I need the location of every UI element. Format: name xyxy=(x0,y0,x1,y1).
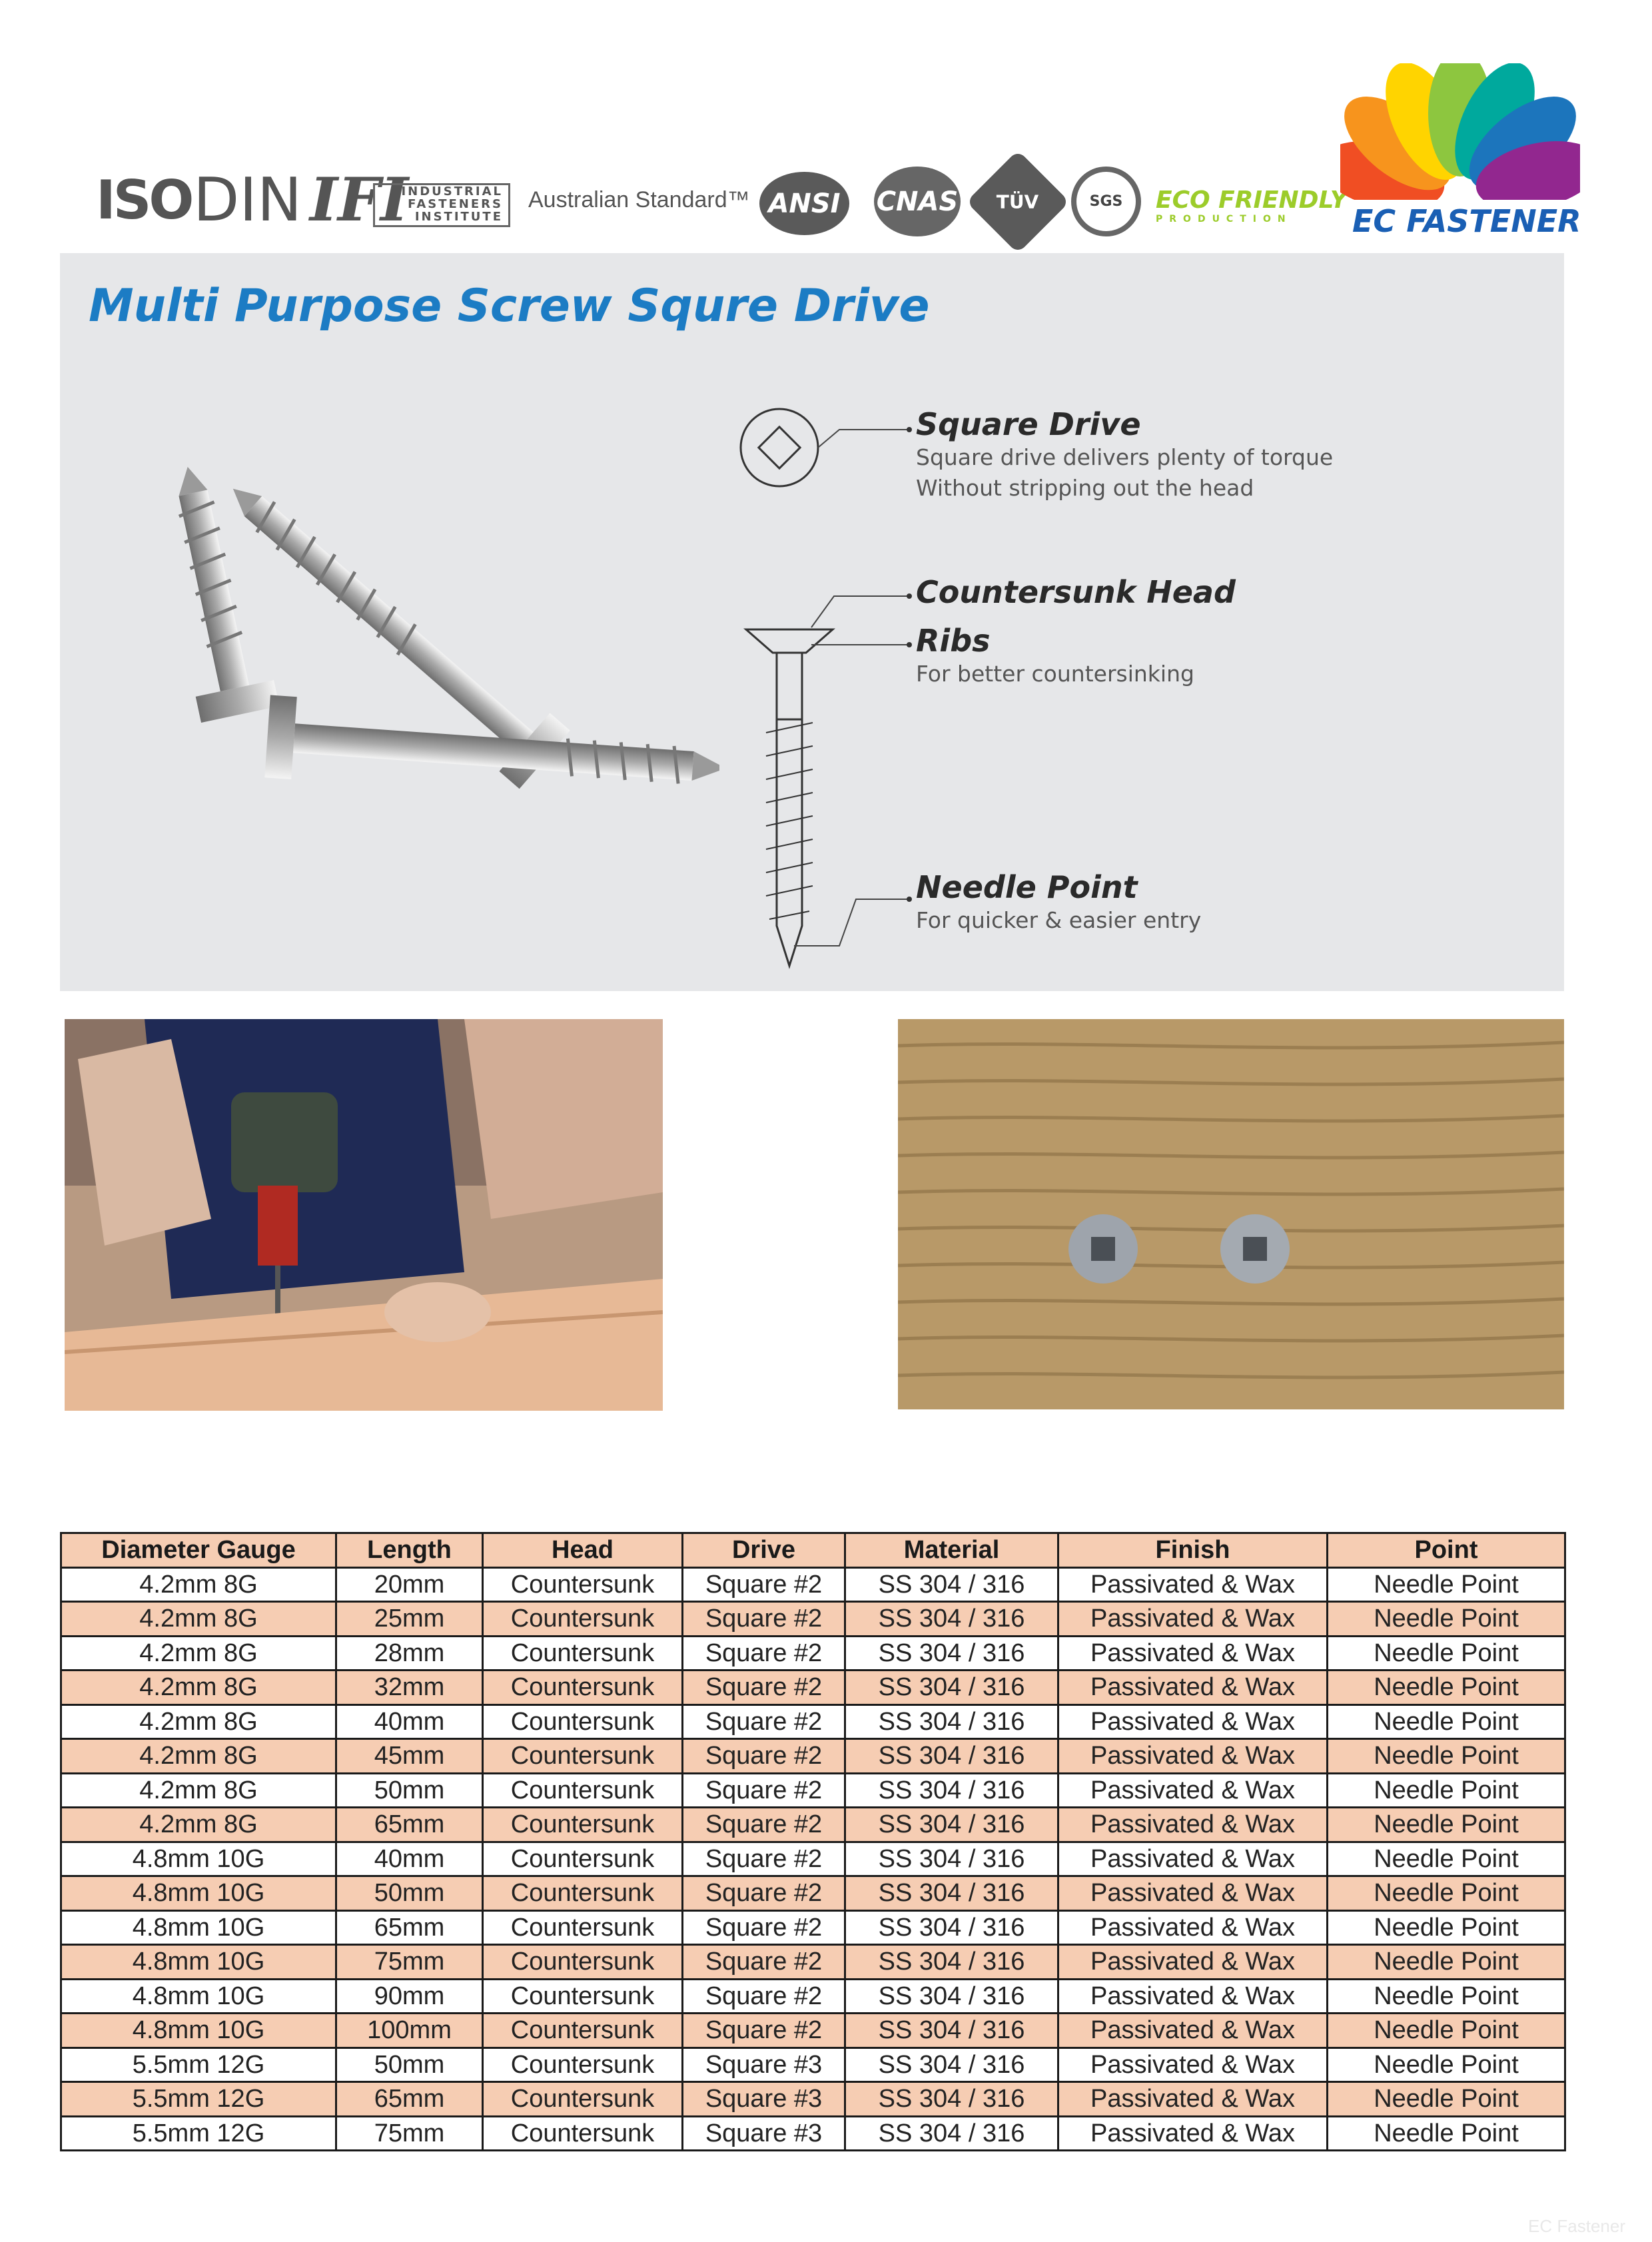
eco-friendly-logo: ECO FRIENDLY PRODUCTION xyxy=(1156,187,1348,224)
table-cell: Countersunk xyxy=(483,1773,683,1808)
screw-diagram xyxy=(733,393,933,992)
table-row xyxy=(61,1773,1565,1808)
table-cell: Passivated & Wax xyxy=(1058,1979,1328,2014)
table-cell: SS 304 / 316 xyxy=(845,2082,1058,2117)
table-cell: Needle Point xyxy=(1328,2116,1565,2151)
table-cell: SS 304 / 316 xyxy=(845,1704,1058,1739)
ec-fastener-logo-icon xyxy=(1340,63,1580,200)
table-cell: Passivated & Wax xyxy=(1058,2014,1328,2048)
feature-ribs: Ribs For better countersinking xyxy=(916,623,1194,687)
table-row xyxy=(61,1876,1565,1911)
table-cell: Square #2 xyxy=(683,1945,845,1980)
table-cell: 4.2mm 8G xyxy=(61,1704,336,1739)
table-cell: SS 304 / 316 xyxy=(845,2014,1058,2048)
table-cell: 50mm xyxy=(336,1773,483,1808)
table-cell: Square #2 xyxy=(683,1808,845,1842)
table-cell: Passivated & Wax xyxy=(1058,1910,1328,1945)
table-cell: 5.5mm 12G xyxy=(61,2048,336,2082)
table-row xyxy=(61,1945,1565,1980)
table-row xyxy=(61,2116,1565,2151)
table-cell: Countersunk xyxy=(483,1945,683,1980)
page-title: Multi Purpose Screw Squre Drive xyxy=(89,280,930,332)
col-header-point: Point xyxy=(1328,1533,1565,1568)
table-cell: 4.2mm 8G xyxy=(61,1739,336,1774)
table-cell: 4.8mm 10G xyxy=(61,1842,336,1876)
ifi-logo-mark: IFI xyxy=(310,165,409,235)
table-cell: Countersunk xyxy=(483,1842,683,1876)
table-cell: Needle Point xyxy=(1328,1739,1565,1774)
table-cell: Needle Point xyxy=(1328,1773,1565,1808)
table-cell: Countersunk xyxy=(483,1876,683,1911)
table-cell: Square #2 xyxy=(683,1773,845,1808)
table-cell: Square #2 xyxy=(683,1910,845,1945)
table-cell: 4.2mm 8G xyxy=(61,1773,336,1808)
table-cell: Passivated & Wax xyxy=(1058,2048,1328,2082)
table-cell: Needle Point xyxy=(1328,1842,1565,1876)
table-cell: Square #2 xyxy=(683,1602,845,1637)
col-header-drive: Drive xyxy=(683,1533,845,1568)
table-cell: Square #3 xyxy=(683,2048,845,2082)
table-cell: 4.8mm 10G xyxy=(61,2014,336,2048)
table-cell: 4.8mm 10G xyxy=(61,1876,336,1911)
table-cell: 45mm xyxy=(336,1739,483,1774)
table-cell: Countersunk xyxy=(483,1704,683,1739)
table-cell: Needle Point xyxy=(1328,2014,1565,2048)
ansi-logo: ANSI xyxy=(759,172,849,235)
table-row xyxy=(61,2082,1565,2117)
table-cell: Needle Point xyxy=(1328,1671,1565,1705)
table-cell: 4.8mm 10G xyxy=(61,1910,336,1945)
din-logo: DIN xyxy=(193,165,302,235)
table-header-row xyxy=(61,1533,1565,1568)
table-row xyxy=(61,1979,1565,2014)
table-row xyxy=(61,1671,1565,1705)
table-cell: Countersunk xyxy=(483,1979,683,2014)
spec-table xyxy=(60,1532,1566,2151)
table-cell: 5.5mm 12G xyxy=(61,2116,336,2151)
feature-countersunk-head: Countersunk Head xyxy=(916,574,1236,610)
table-cell: Needle Point xyxy=(1328,1808,1565,1842)
table-cell: SS 304 / 316 xyxy=(845,1567,1058,1602)
table-cell: 40mm xyxy=(336,1704,483,1739)
table-cell: Square #2 xyxy=(683,1876,845,1911)
col-header-head: Head xyxy=(483,1533,683,1568)
table-cell: Needle Point xyxy=(1328,1704,1565,1739)
table-cell: Square #3 xyxy=(683,2082,845,2117)
table-cell: Needle Point xyxy=(1328,1602,1565,1637)
col-header-finish: Finish xyxy=(1058,1533,1328,1568)
table-cell: Passivated & Wax xyxy=(1058,1602,1328,1637)
table-cell: 4.8mm 10G xyxy=(61,1979,336,2014)
table-cell: Passivated & Wax xyxy=(1058,1945,1328,1980)
table-cell: Passivated & Wax xyxy=(1058,2116,1328,2151)
table-cell: 40mm xyxy=(336,1842,483,1876)
table-cell: SS 304 / 316 xyxy=(845,1739,1058,1774)
table-cell: Countersunk xyxy=(483,1808,683,1842)
tuv-logo: TÜV xyxy=(966,150,1070,254)
table-cell: Countersunk xyxy=(483,2048,683,2082)
table-row xyxy=(61,1636,1565,1671)
table-cell: Needle Point xyxy=(1328,1876,1565,1911)
table-cell: 90mm xyxy=(336,1979,483,2014)
table-cell: Passivated & Wax xyxy=(1058,1671,1328,1705)
decking-screws-photo xyxy=(898,1019,1564,1409)
table-row xyxy=(61,2014,1565,2048)
table-cell: Needle Point xyxy=(1328,1945,1565,1980)
table-cell: Needle Point xyxy=(1328,2048,1565,2082)
table-cell: SS 304 / 316 xyxy=(845,1910,1058,1945)
table-cell: SS 304 / 316 xyxy=(845,1602,1058,1637)
col-header-diameter-gauge: Diameter Gauge xyxy=(61,1533,336,1568)
table-cell: Passivated & Wax xyxy=(1058,1739,1328,1774)
table-cell: 5.5mm 12G xyxy=(61,2082,336,2117)
table-cell: 100mm xyxy=(336,2014,483,2048)
table-cell: Countersunk xyxy=(483,1739,683,1774)
table-cell: Square #2 xyxy=(683,1636,845,1671)
screws-photo xyxy=(120,466,719,839)
drilling-photo xyxy=(65,1019,663,1411)
table-cell: SS 304 / 316 xyxy=(845,1979,1058,2014)
table-cell: 65mm xyxy=(336,1910,483,1945)
table-cell: Needle Point xyxy=(1328,1910,1565,1945)
australian-standard-logo: Australian Standard™ xyxy=(528,187,750,212)
table-cell: Passivated & Wax xyxy=(1058,1636,1328,1671)
table-cell: Passivated & Wax xyxy=(1058,1567,1328,1602)
table-cell: Countersunk xyxy=(483,2116,683,2151)
table-cell: Needle Point xyxy=(1328,1567,1565,1602)
table-cell: Needle Point xyxy=(1328,2082,1565,2117)
table-cell: SS 304 / 316 xyxy=(845,1808,1058,1842)
table-cell: Passivated & Wax xyxy=(1058,1773,1328,1808)
table-cell: 25mm xyxy=(336,1602,483,1637)
table-cell: 32mm xyxy=(336,1671,483,1705)
table-row xyxy=(61,1739,1565,1774)
table-cell: Countersunk xyxy=(483,1671,683,1705)
table-cell: Countersunk xyxy=(483,1636,683,1671)
table-cell: SS 304 / 316 xyxy=(845,1773,1058,1808)
table-row xyxy=(61,1602,1565,1637)
table-cell: 4.8mm 10G xyxy=(61,1945,336,1980)
table-cell: Square #2 xyxy=(683,1979,845,2014)
feature-needle-point: Needle Point For quicker & easier entry xyxy=(916,869,1202,933)
table-cell: SS 304 / 316 xyxy=(845,1842,1058,1876)
table-row xyxy=(61,1910,1565,1945)
table-cell: Countersunk xyxy=(483,1602,683,1637)
footer-watermark: EC Fastener xyxy=(1528,2216,1625,2236)
table-cell: Square #2 xyxy=(683,1671,845,1705)
table-cell: 28mm xyxy=(336,1636,483,1671)
table-cell: 75mm xyxy=(336,2116,483,2151)
cnas-logo: CNAS xyxy=(874,167,961,236)
table-cell: 65mm xyxy=(336,1808,483,1842)
table-cell: 20mm xyxy=(336,1567,483,1602)
table-cell: Passivated & Wax xyxy=(1058,1876,1328,1911)
table-cell: SS 304 / 316 xyxy=(845,2116,1058,2151)
table-cell: Countersunk xyxy=(483,2082,683,2117)
table-row xyxy=(61,1704,1565,1739)
table-cell: SS 304 / 316 xyxy=(845,2048,1058,2082)
table-cell: Passivated & Wax xyxy=(1058,1808,1328,1842)
table-cell: 4.2mm 8G xyxy=(61,1808,336,1842)
table-cell: Square #3 xyxy=(683,2116,845,2151)
brand-name: EC FASTENER xyxy=(1352,203,1581,239)
feature-square-drive: Square Drive Square drive delivers plenty of torque Without stripping out the head xyxy=(916,406,1334,501)
table-cell: Countersunk xyxy=(483,1910,683,1945)
table-row xyxy=(61,1567,1565,1602)
table-cell: 75mm xyxy=(336,1945,483,1980)
ifi-logo-text: INDUSTRIAL FASTENERS INSTITUTE xyxy=(373,183,510,227)
table-cell: 4.2mm 8G xyxy=(61,1602,336,1637)
table-cell: 50mm xyxy=(336,1876,483,1911)
table-cell: 4.2mm 8G xyxy=(61,1671,336,1705)
table-row xyxy=(61,1842,1565,1876)
table-cell: 4.2mm 8G xyxy=(61,1636,336,1671)
table-cell: 65mm xyxy=(336,2082,483,2117)
table-cell: SS 304 / 316 xyxy=(845,1636,1058,1671)
col-header-length: Length xyxy=(336,1533,483,1568)
table-cell: SS 304 / 316 xyxy=(845,1945,1058,1980)
table-cell: Needle Point xyxy=(1328,1636,1565,1671)
sgs-logo: SGS xyxy=(1071,167,1141,236)
table-cell: Passivated & Wax xyxy=(1058,2082,1328,2117)
table-cell: Square #2 xyxy=(683,1704,845,1739)
table-cell: Square #2 xyxy=(683,1567,845,1602)
col-header-material: Material xyxy=(845,1533,1058,1568)
table-cell: Passivated & Wax xyxy=(1058,1842,1328,1876)
table-cell: SS 304 / 316 xyxy=(845,1671,1058,1705)
table-row xyxy=(61,1808,1565,1842)
table-cell: Passivated & Wax xyxy=(1058,1704,1328,1739)
table-cell: 50mm xyxy=(336,2048,483,2082)
table-cell: Needle Point xyxy=(1328,1979,1565,2014)
iso-logo: ISO xyxy=(96,169,192,231)
table-cell: Countersunk xyxy=(483,2014,683,2048)
table-cell: Countersunk xyxy=(483,1567,683,1602)
table-cell: Square #2 xyxy=(683,1842,845,1876)
table-cell: Square #2 xyxy=(683,2014,845,2048)
table-cell: SS 304 / 316 xyxy=(845,1876,1058,1911)
table-cell: Square #2 xyxy=(683,1739,845,1774)
table-row xyxy=(61,2048,1565,2082)
table-cell: 4.2mm 8G xyxy=(61,1567,336,1602)
